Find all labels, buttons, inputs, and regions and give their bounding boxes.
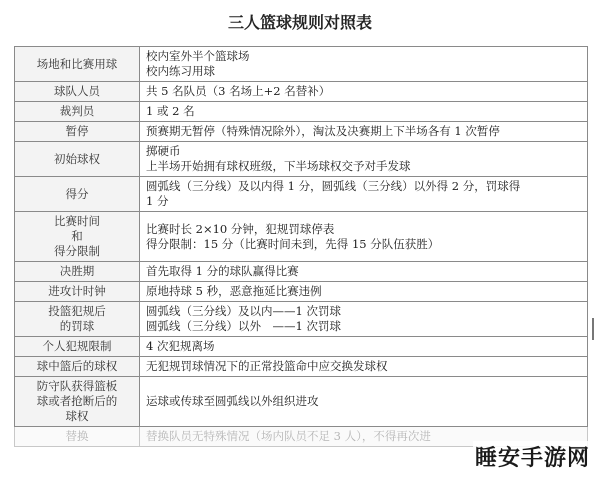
table-row <box>15 212 588 262</box>
rule-item-label: 得分限制 <box>54 244 100 258</box>
rule-item-label: 个人犯规限制 <box>42 339 112 353</box>
table-row <box>15 82 588 102</box>
rule-item-label: 初始球权 <box>54 151 100 166</box>
rule-content-line: 无犯规罚球情况下的正常投篮命中应交换发球权 <box>146 359 388 373</box>
table-row <box>15 302 588 337</box>
rule-item-cell <box>15 357 140 377</box>
rule-item-cell <box>15 82 140 102</box>
rule-content-cell <box>140 302 588 337</box>
rule-content-cell <box>140 177 588 212</box>
rule-content-line: 预赛期无暂停（特殊情况除外），淘汰及决赛期上下半场各有 1 次暂停 <box>146 124 500 138</box>
rule-item-label: 得分 <box>65 186 89 201</box>
rule-item-label: 球或者抢断后的 <box>36 394 118 408</box>
rule-item-cell <box>15 337 140 357</box>
rules-table-body <box>15 47 588 447</box>
rule-content-cell <box>140 377 588 427</box>
rule-content-line: 掷硬币 <box>146 144 181 158</box>
rule-item-cell <box>15 427 140 447</box>
rule-content-cell <box>140 357 588 377</box>
rule-content-cell <box>140 212 588 262</box>
table-row <box>15 102 588 122</box>
rule-content-line: 首先取得 1 分的球队赢得比赛 <box>146 264 299 278</box>
table-row <box>15 177 588 212</box>
rule-content-line: 圆弧线（三分线）及以内得 1 分，圆弧线（三分线）以外得 2 分，罚球得 <box>146 179 521 193</box>
rule-item-label: 球中篮后的球权 <box>36 359 118 373</box>
rule-item-cell <box>15 102 140 122</box>
rule-item-cell <box>15 262 140 282</box>
table-row <box>15 282 588 302</box>
rule-content-line: 1 或 2 名 <box>146 104 195 118</box>
rule-content-cell <box>140 102 588 122</box>
table-row <box>15 377 588 427</box>
rule-content-line: 校内室外半个篮球场 <box>146 49 250 63</box>
rule-item-label: 和 <box>71 229 83 243</box>
rule-content-line: 校内练习用球 <box>146 64 215 78</box>
rule-item-label: 替换 <box>65 429 89 443</box>
rule-content-line: 得分限制：15 分（比赛时间未到，先得 15 分队伍获胜） <box>146 236 440 251</box>
rule-content-line: 4 次犯规离场 <box>146 339 215 353</box>
rule-content-cell <box>140 282 588 302</box>
rule-content-line: 运球或传球至圆弧线以外组织进攻 <box>146 394 319 408</box>
rule-item-label: 比赛时间 <box>54 214 100 228</box>
page-title: 三人篮球规则对照表 <box>227 13 372 32</box>
table-row <box>15 47 588 82</box>
rule-item-cell <box>15 282 140 302</box>
rule-item-label: 投篮犯规后 <box>48 304 106 318</box>
rule-item-label: 进攻计时钟 <box>48 284 106 298</box>
rule-item-label: 裁判员 <box>59 104 95 118</box>
rule-item-cell <box>15 212 140 262</box>
rule-content-cell <box>140 337 588 357</box>
table-row <box>15 122 588 142</box>
rule-content-line: 上半场开始拥有球权班级，下半场球权交予对手发球 <box>146 159 411 173</box>
table-row <box>15 357 588 377</box>
rule-content-cell <box>140 122 588 142</box>
rule-item-cell <box>15 302 140 337</box>
rule-item-cell <box>15 122 140 142</box>
rule-content-cell <box>140 142 588 177</box>
rule-content-line: 圆弧线（三分线）以外 ——1 次罚球 <box>146 319 341 333</box>
rule-item-cell <box>15 47 140 82</box>
rule-content-cell <box>140 82 588 102</box>
rule-item-label: 暂停 <box>65 124 89 138</box>
rule-item-cell <box>15 377 140 427</box>
table-row <box>15 262 588 282</box>
rule-item-label: 决胜期 <box>59 264 95 278</box>
rule-item-label: 防守队获得篮板 <box>36 379 118 393</box>
rule-content-line: 原地持球 5 秒，恶意拖延比赛违例 <box>146 284 322 298</box>
rule-content-cell <box>140 47 588 82</box>
rules-table <box>14 46 588 447</box>
rule-content-line: 圆弧线（三分线）及以内——1 次罚球 <box>146 304 341 318</box>
rule-item-cell <box>15 177 140 212</box>
rule-content-line: 比赛时长 2×10 分钟，犯规罚球停表 <box>146 221 335 236</box>
table-row <box>15 337 588 357</box>
table-row <box>15 142 588 177</box>
rule-item-label: 球队人员 <box>54 84 100 98</box>
rule-content-line: 替换队员无特殊情况（场内队员不足 3 人），不得再次进 <box>146 429 431 443</box>
rule-item-label: 场地和比赛用球 <box>36 56 118 71</box>
rule-content-line: 1 分 <box>146 194 169 208</box>
scroll-edge-mark <box>592 318 594 340</box>
site-watermark: 睡安手游网 <box>473 441 592 472</box>
rule-item-label: 的罚球 <box>59 319 95 333</box>
rule-item-label: 球权 <box>65 409 89 423</box>
rule-content-line: 共 5 名队员（3 名场上+2 名替补） <box>146 84 331 98</box>
rule-item-cell <box>15 142 140 177</box>
rule-content-cell <box>140 262 588 282</box>
